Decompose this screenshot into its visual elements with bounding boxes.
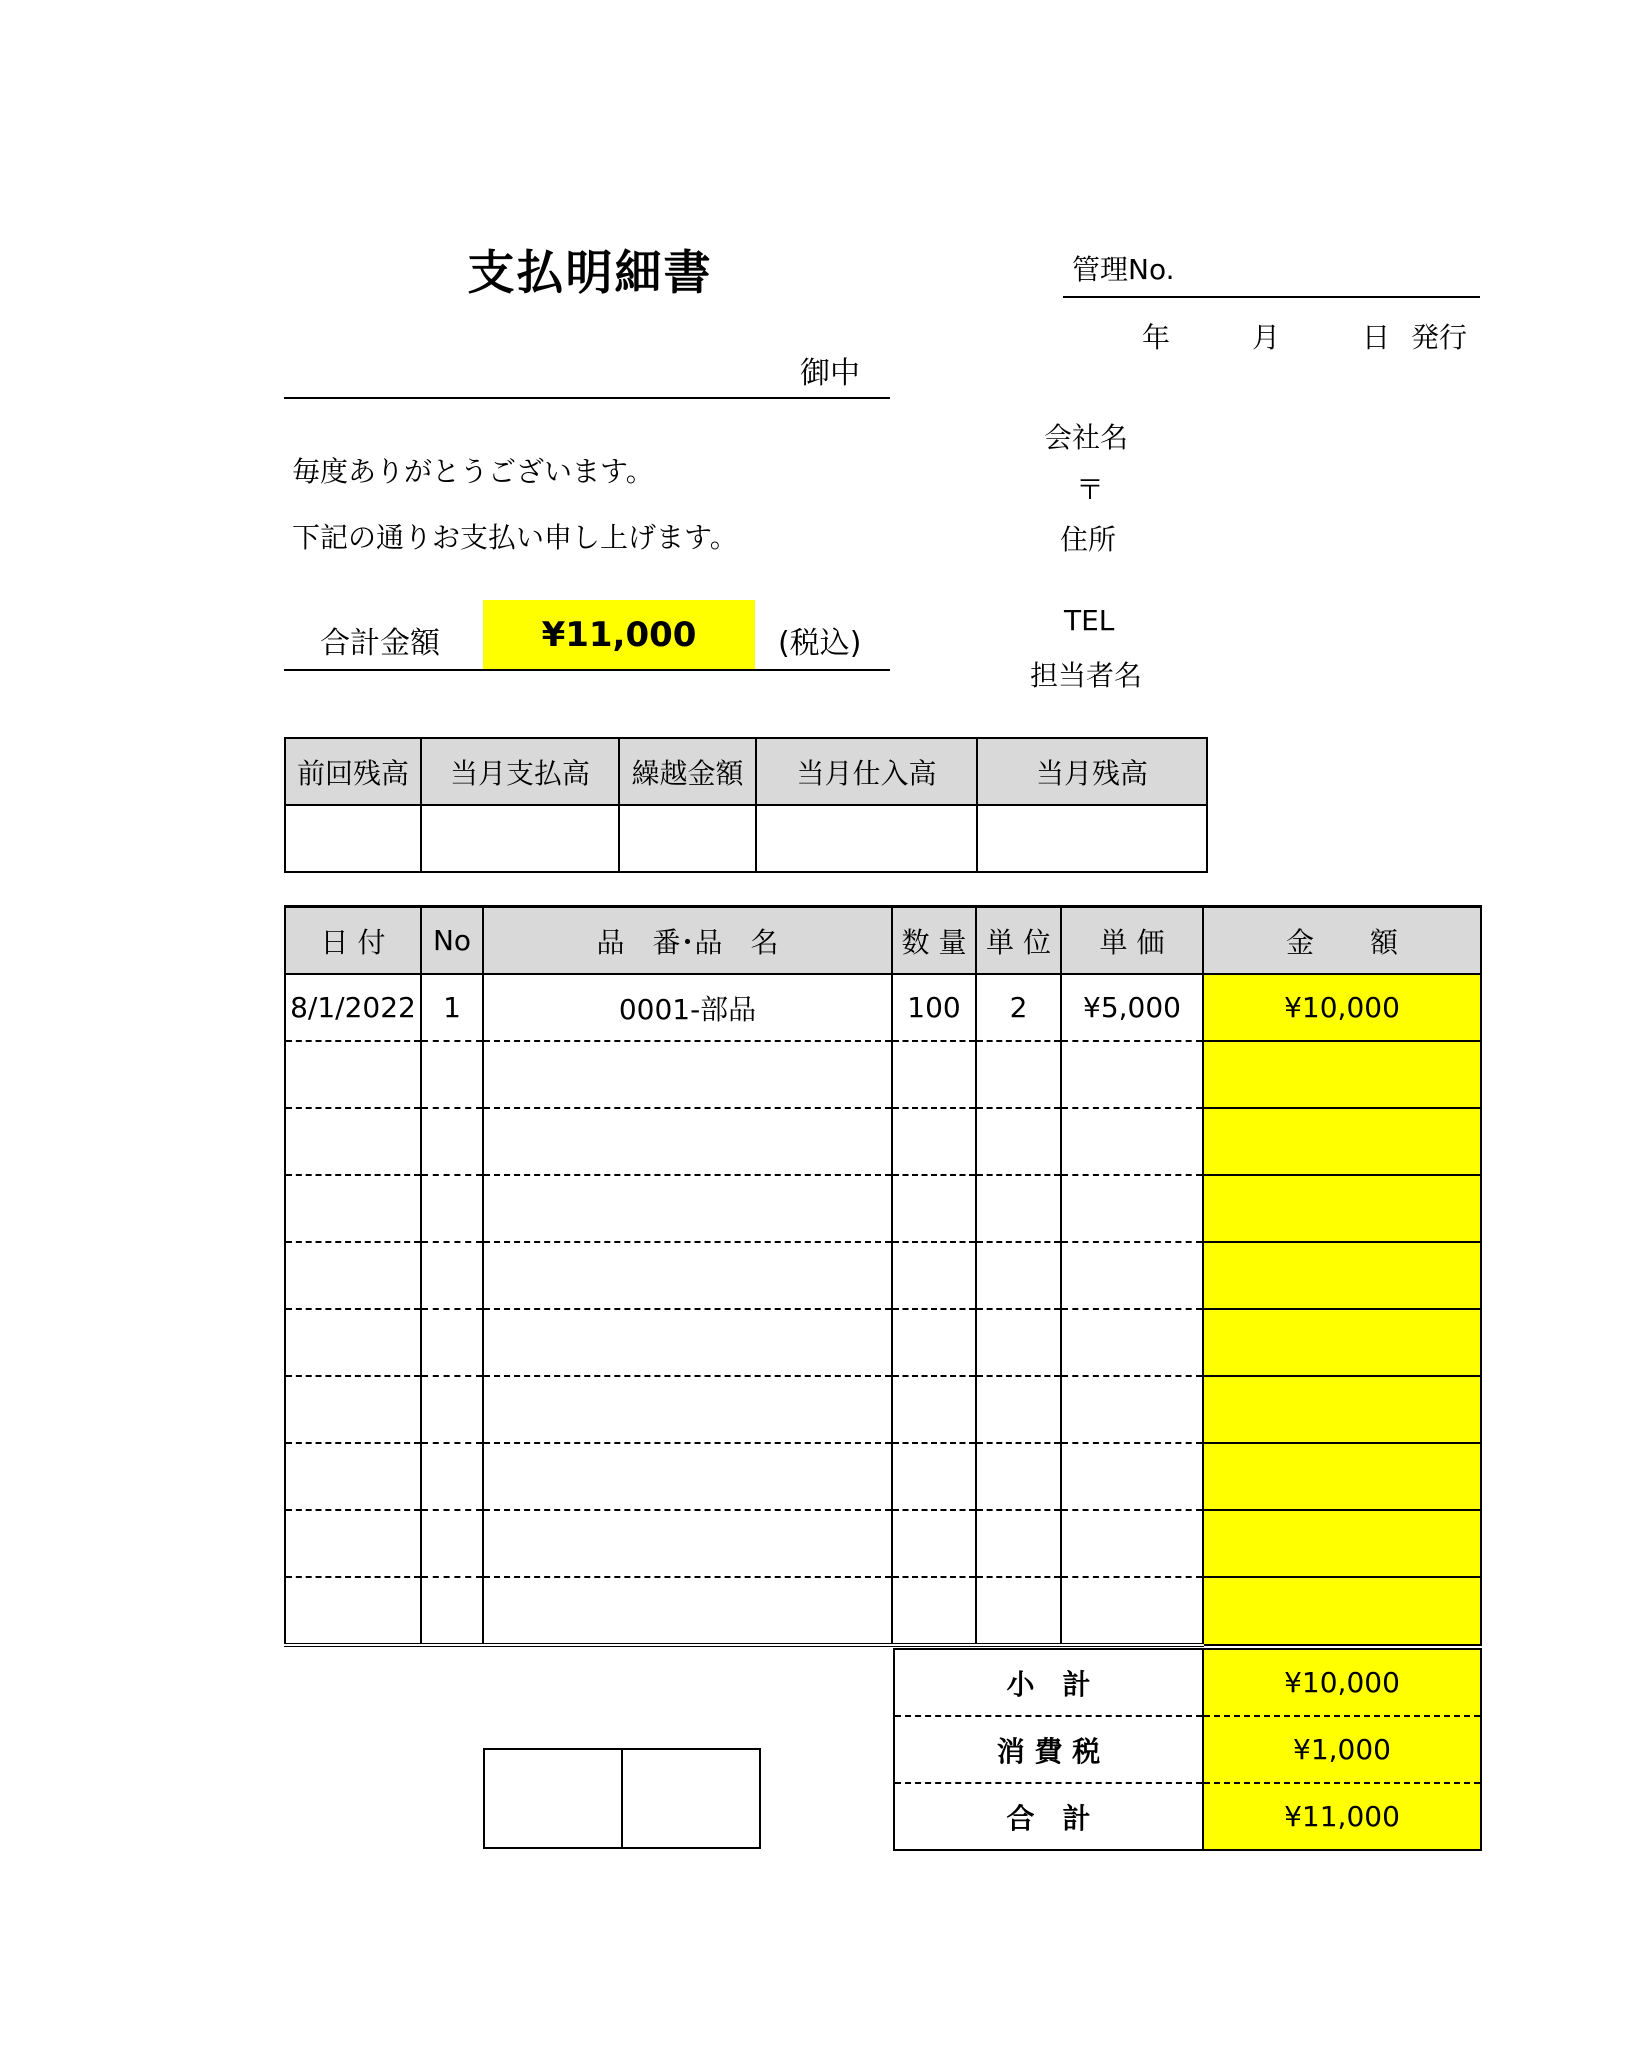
row-amount: ¥10,000: [1203, 974, 1481, 1041]
header-monthly-purchase: 当月仕入高: [756, 738, 977, 805]
row-quantity: 100: [892, 974, 976, 1041]
recipient-underline: [284, 397, 890, 399]
contact-person-label: 担当者名: [1030, 659, 1143, 692]
tel-label: TEL: [1064, 604, 1115, 637]
total-amount-value: ¥11,000: [483, 600, 755, 670]
row-amount: [1203, 1175, 1481, 1242]
total-amount-underline: [284, 669, 890, 671]
stamp-box: [484, 1749, 622, 1848]
tax-included-note: (税込): [778, 626, 862, 661]
header-quantity: 数 量: [892, 907, 976, 975]
issued-label: 発行: [1411, 321, 1468, 354]
header-item: 品 番･品 名: [483, 907, 892, 975]
detail-table: [284, 905, 1482, 1647]
row-amount: [1203, 1108, 1481, 1175]
company-name-label: 会社名: [1044, 421, 1129, 454]
row-amount: [1203, 1376, 1481, 1443]
month-label: 月: [1252, 321, 1281, 354]
row-item: 0001-部品: [483, 974, 892, 1041]
table-row: [285, 1510, 1481, 1577]
monthly-balance-cell: [977, 805, 1207, 872]
row-amount: [1203, 1041, 1481, 1108]
row-amount: [1203, 1242, 1481, 1309]
monthly-payment-cell: [421, 805, 619, 872]
table-row: [285, 1376, 1481, 1443]
table-row: [285, 974, 1481, 1041]
greeting-line-2: 下記の通りお支払い申し上げます。: [292, 521, 738, 554]
year-label: 年: [1142, 321, 1171, 354]
table-row: [285, 1443, 1481, 1510]
table-row: [285, 1577, 1481, 1645]
table-row: [285, 1108, 1481, 1175]
total-amount-label: 合計金額: [320, 626, 440, 661]
balance-summary-table: [284, 737, 1208, 873]
table-row: [285, 1041, 1481, 1108]
row-amount: [1203, 1510, 1481, 1577]
grand-total-label: 合 計: [894, 1783, 1203, 1850]
header-carried-over: 繰越金額: [619, 738, 756, 805]
management-no-underline: [1063, 296, 1480, 298]
stamp-boxes: [483, 1748, 761, 1849]
header-amount: 金 額: [1203, 907, 1481, 975]
header-unit: 単 位: [976, 907, 1061, 975]
row-amount: [1203, 1443, 1481, 1510]
consumption-tax-value: ¥1,000: [1203, 1716, 1481, 1783]
carried-over-cell: [619, 805, 756, 872]
subtotal-label: 小 計: [894, 1649, 1203, 1716]
row-unit: 2: [976, 974, 1061, 1041]
stamp-box: [622, 1749, 760, 1848]
postal-mark: 〒: [1076, 473, 1105, 506]
row-unit-price: ¥5,000: [1061, 974, 1203, 1041]
header-unit-price: 単 価: [1061, 907, 1203, 975]
recipient-suffix: 御中: [800, 356, 860, 391]
day-label: 日: [1362, 321, 1391, 354]
header-no: No: [421, 907, 483, 975]
row-amount: [1203, 1309, 1481, 1376]
address-label: 住所: [1060, 523, 1117, 556]
monthly-purchase-cell: [756, 805, 977, 872]
previous-balance-cell: [285, 805, 421, 872]
greeting-line-1: 毎度ありがとうございます。: [292, 455, 654, 488]
grand-total-value: ¥11,000: [1203, 1783, 1481, 1850]
table-row: [285, 1309, 1481, 1376]
row-no: 1: [421, 974, 483, 1041]
row-date: 8/1/2022: [285, 974, 421, 1041]
row-amount: [1203, 1577, 1481, 1645]
table-row: [285, 1175, 1481, 1242]
header-previous-balance: 前回残高: [285, 738, 421, 805]
table-row: [285, 1242, 1481, 1309]
header-monthly-payment: 当月支払高: [421, 738, 619, 805]
page-title: 支払明細書: [467, 246, 713, 301]
totals-table: [893, 1648, 1482, 1851]
consumption-tax-label: 消 費 税: [894, 1716, 1203, 1783]
subtotal-value: ¥10,000: [1203, 1649, 1481, 1716]
header-date: 日 付: [285, 907, 421, 975]
management-no-label: 管理No.: [1072, 253, 1175, 286]
header-monthly-balance: 当月残高: [977, 738, 1207, 805]
